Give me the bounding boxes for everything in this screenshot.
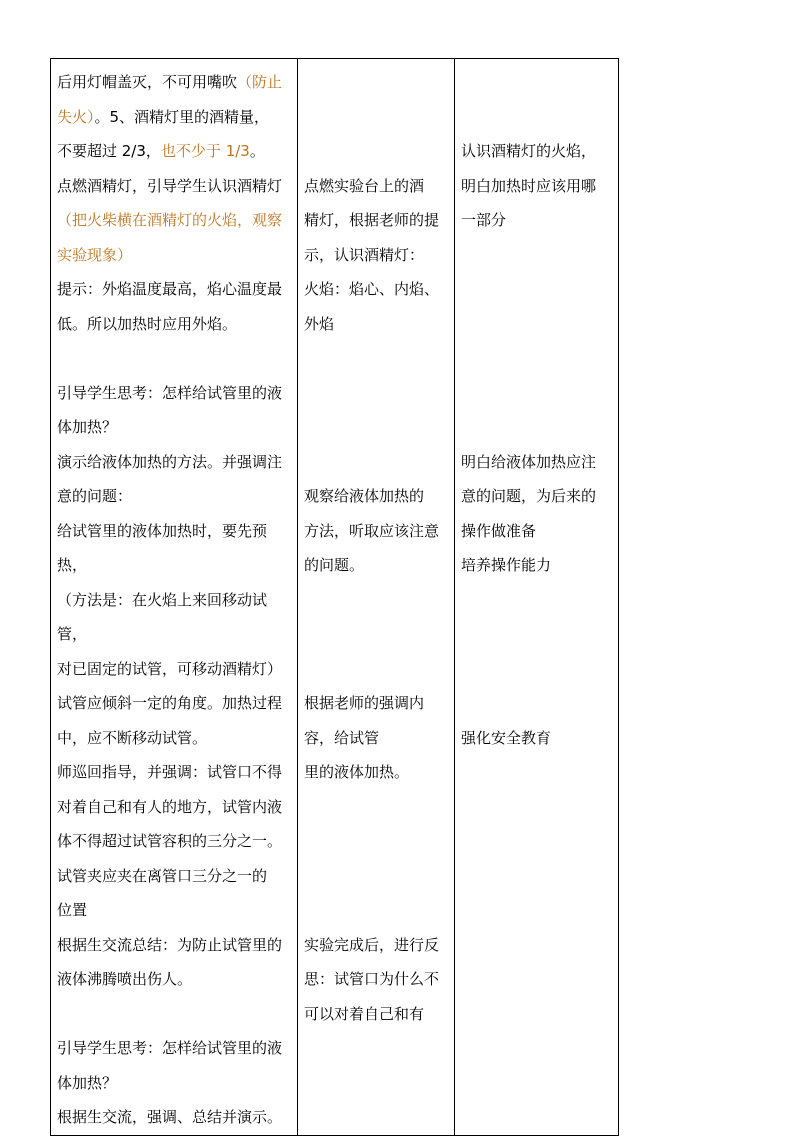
- text-line: 提示：外焰温度最高，焰心温度最: [57, 280, 283, 298]
- text-line: 外焰: [304, 314, 335, 333]
- text-line: 强化安全教育: [461, 728, 552, 747]
- blank-line: [461, 341, 613, 376]
- text-line: 引导学生思考：怎样给试管里的液: [57, 1039, 283, 1057]
- blank-line: [304, 134, 449, 169]
- text-line: （方法是：在火焰上来回移动试管，: [57, 590, 268, 643]
- text-line: 的问题。: [304, 556, 365, 574]
- text-line: 可以对着自己和有: [304, 1004, 425, 1023]
- text-line: 给试管里的液体加热时，要先预热，: [57, 521, 268, 574]
- text-segment: 后用灯帽盖灭，不可用嘴吹: [57, 73, 238, 91]
- lesson-plan-table: [50, 58, 619, 1136]
- text-segment: 。5、酒精灯里的酒精量，: [94, 107, 270, 126]
- text-line: 思：试管口为什么不: [304, 970, 440, 988]
- text-line: 体加热？: [57, 418, 118, 436]
- blank-line: [461, 307, 613, 342]
- blank-line: [304, 583, 449, 618]
- text-line: 容，给试管: [304, 728, 380, 747]
- text-line: 认识酒精灯的火焰，: [461, 142, 597, 160]
- blank-line: [304, 790, 449, 825]
- text-line: 实验完成后，进行反: [304, 935, 440, 954]
- blank-line: [461, 652, 613, 687]
- text-line: 液体沸腾喷出伤人。: [57, 970, 193, 988]
- text-line: [57, 134, 292, 169]
- blank-line: [304, 824, 449, 859]
- blank-line: [461, 272, 613, 307]
- table-row: [51, 59, 619, 1136]
- text-line: 对着自己和有人的地方，试管内液: [57, 797, 283, 816]
- blank-line: [57, 341, 292, 376]
- emphasis-text: （把火柴横在酒精灯的火焰，观察: [57, 211, 283, 229]
- text-line: 意的问题：: [57, 487, 133, 505]
- text-line: 低。所以加热时应用外焰。: [57, 314, 238, 333]
- blank-line: [304, 65, 449, 100]
- blank-line: [304, 893, 449, 928]
- blank-line: [461, 583, 613, 618]
- blank-line: [304, 652, 449, 687]
- blank-line: [461, 65, 613, 100]
- blank-line: [461, 238, 613, 273]
- blank-line: [304, 341, 449, 376]
- blank-line: [304, 617, 449, 652]
- text-line: 里的液体加热。: [304, 763, 410, 781]
- teacher-activity-cell: [51, 59, 298, 1136]
- text-segment: 。: [249, 142, 265, 160]
- text-segment: 不要超过 2/3，: [57, 142, 161, 160]
- text-line: 明白加热时应该用哪: [461, 176, 597, 195]
- blank-line: [304, 859, 449, 894]
- text-line: 试管应倾斜一定的角度。加热过程: [57, 694, 283, 712]
- text-line: 方法，听取应该注意: [304, 521, 440, 540]
- text-line: 引导学生思考：怎样给试管里的液: [57, 383, 283, 402]
- emphasis-text: 失火）: [57, 107, 95, 126]
- text-line: 演示给液体加热的方法。并强调注: [57, 452, 283, 471]
- blank-line: [461, 686, 613, 721]
- emphasis-text: （防止: [237, 73, 283, 91]
- text-line: 一部分: [461, 211, 507, 229]
- blank-line: [304, 445, 449, 480]
- text-line: 操作做准备: [461, 521, 537, 540]
- text-line: 点燃实验台上的酒: [304, 176, 425, 195]
- text-line: 火焰：焰心、内焰、: [304, 280, 440, 298]
- text-line: 体不得超过试管容积的三分之一。: [57, 832, 283, 850]
- blank-line: [304, 100, 449, 135]
- text-line: [57, 65, 292, 100]
- blank-line: [57, 997, 292, 1032]
- text-line: 点燃酒精灯，引导学生认识酒精灯: [57, 176, 283, 195]
- text-line: 体加热？: [57, 1073, 118, 1092]
- text-line: 根据生交流总结：为防止试管里的: [57, 935, 283, 954]
- text-line: [57, 100, 292, 135]
- text-line: 根据老师的强调内: [304, 694, 425, 712]
- text-line: 中，应不断移动试管。: [57, 728, 208, 747]
- blank-line: [461, 617, 613, 652]
- text-line: 师巡回指导，并强调：试管口不得: [57, 763, 283, 781]
- emphasis-text: 也不少于 1/3: [160, 142, 250, 160]
- text-line: 试管夹应夹在离管口三分之一的: [57, 866, 268, 885]
- blank-line: [461, 100, 613, 135]
- text-line: 培养操作能力: [461, 556, 552, 574]
- text-line: 对已固定的试管，可移动酒精灯）: [57, 659, 283, 678]
- text-line: 位置: [57, 901, 88, 919]
- blank-line: [304, 410, 449, 445]
- blank-line: [461, 410, 613, 445]
- blank-line: [304, 376, 449, 411]
- text-line: 根据生交流，强调、总结并演示。: [57, 1108, 283, 1126]
- text-line: 意的问题，为后来的: [461, 487, 597, 505]
- design-intent-cell: [455, 59, 619, 1136]
- blank-line: [461, 376, 613, 411]
- text-line: 观察给液体加热的: [304, 487, 425, 505]
- text-line: 精灯，根据老师的提: [304, 211, 440, 229]
- text-line: 示，认识酒精灯：: [304, 245, 425, 264]
- student-activity-cell: [298, 59, 455, 1136]
- text-line: 明白给液体加热应注: [461, 452, 597, 471]
- emphasis-text: 实验现象）: [57, 245, 133, 264]
